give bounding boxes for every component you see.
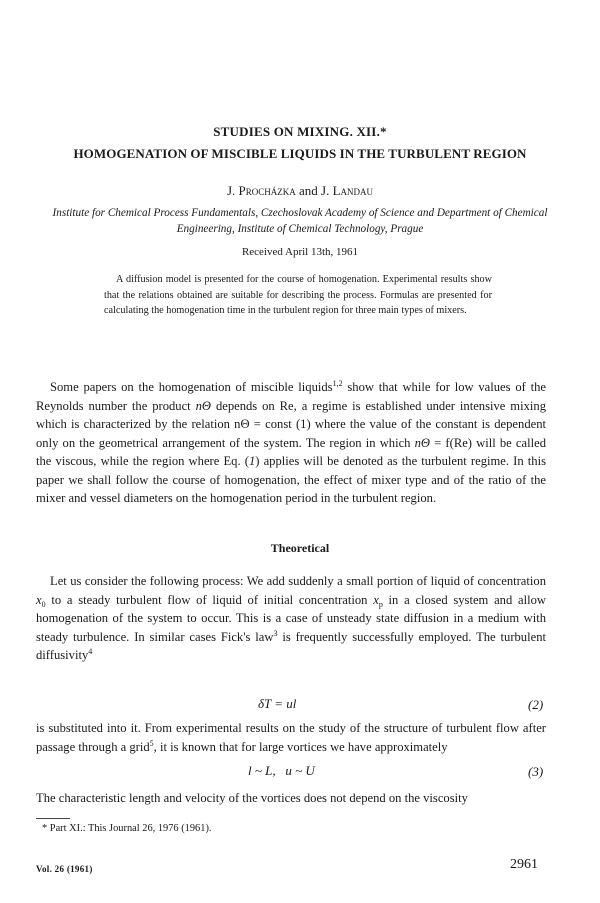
affiliation: Institute for Chemical Process Fundamentals, Czechoslovak Academy of Science and Department of Chemical Engineering, Institute of Chemical Technology, Prague [52,207,548,235]
ref-3: 3 [273,628,278,638]
paper-title-line2: HOMOGENATION OF MISCIBLE LIQUIDS IN THE TURBULENT REGION [73,146,527,161]
page-number: 2961 [510,857,538,872]
author-1: J. Procházka [226,183,296,198]
abstract: A diffusion model is presented for the course of homogenation. Experimental results show that the relations obtained are suitable for describing the process. Formulas are presented for calculating the homogenation time in the turbulent region for three main types of mixers. [104,274,492,316]
equation-2-number: (2) [528,697,544,712]
closing-line: The characteristic length and velocity of the vortices does not depend on the viscosity [36,791,468,805]
ref-4: 4 [88,647,93,656]
authors [0,183,600,199]
ref-1-2: 1,2 [332,379,343,388]
paper-title-line1: STUDIES ON MIXING. XII.* [213,124,387,139]
received-date: Received April 13th, 1961 [241,246,359,258]
author-2: J. Landau [321,183,374,198]
section-heading: Theoretical [270,541,330,555]
journal-volume: Vol. 26 (1961) [36,864,93,874]
ref-5: 5 [149,738,154,748]
footnote-rule [36,818,70,819]
equation-3: l ~ L, u ~ U [248,763,315,778]
grid-paragraph: is substituted into it. From experimental results on the study of the structure of turbulent flow after passage through a grid$^5$, it is known that for large vortices we have approximately [36,721,546,754]
footnote: * Part XI.: This Journal 26, 1976 (1961). [42,823,212,834]
theory-paragraph: Let us consider the following process: We add suddenly a small portion of liquid of concentration $x_0$ to a steady turbulent flow of liquid of initial concentration $x_p$ in a closed system and allow homogenation of the system to occur. This is a case of unsteady state diffusion in a medium with steady turbulence. In similar cases Fick's law$^3$ is frequently successfully employed. The turbulent diffusivity$^4$ [36,574,546,662]
intro-paragraph: Some papers on the homogenation of miscible liquids$^{1,2}$ show that while for low values of the Reynolds number the product nΘ depends on Re, a regime is established under intensive mixing which is characterized by the relation nΘ = const (1) where the value of the constant is dependent only on the geometrical arrangement of the system. The region in which nΘ = f(Re) will be called the viscous, while the region where Eq. (1) applies will be denoted as the turbulent regime. In this paper we shall follow the course of homogenation, the effect of mixer type and of the ratio of the mixer and vessel diameters on the homogenation period in the turbulent region. [36,379,547,505]
authors-and: and [299,183,318,198]
equation-3-number: (3) [528,764,544,779]
equation-2: δT = ul [258,696,297,711]
